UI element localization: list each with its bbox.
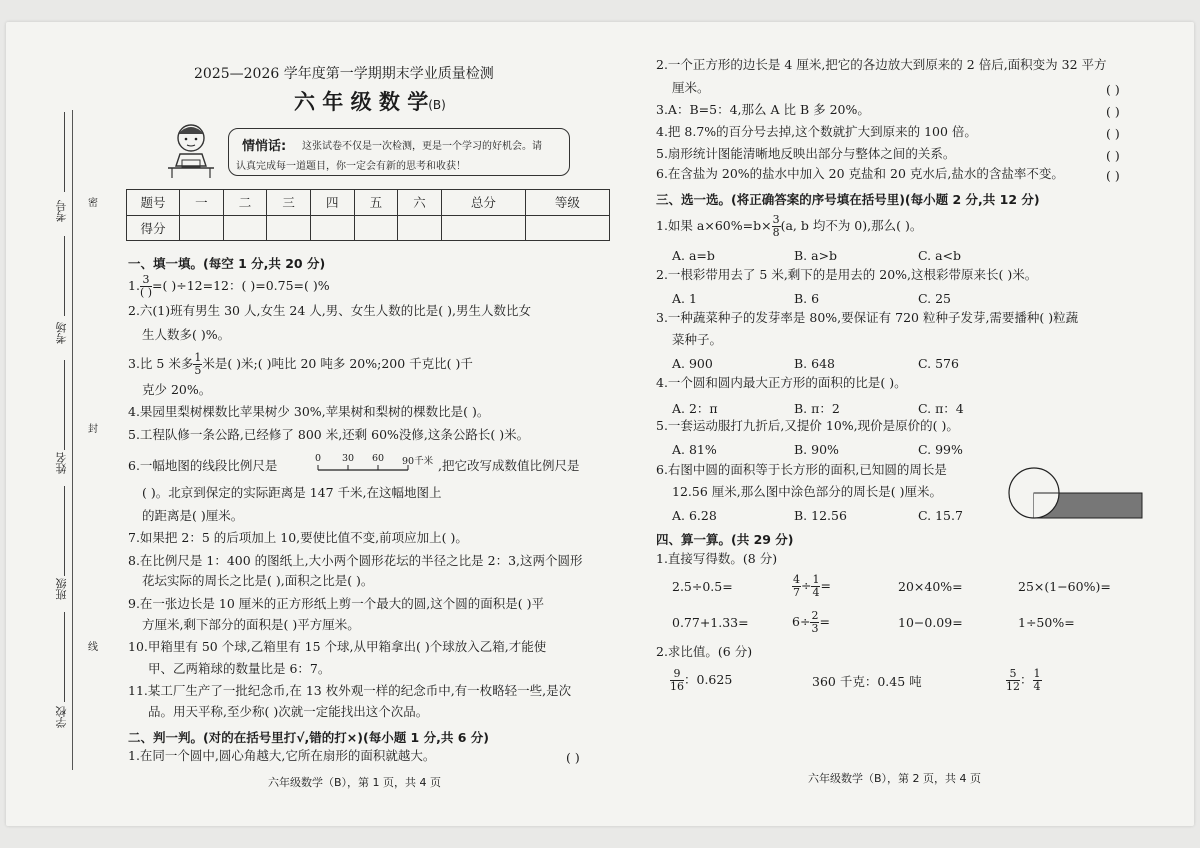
scale-tick-label: 30 <box>342 453 355 464</box>
calc-item: 0.77+1.33= <box>672 615 749 630</box>
fraction-denominator: 12 <box>1006 680 1020 694</box>
score-cell[interactable] <box>180 215 224 241</box>
s1-question-2-cont: 生人数多( )%。 <box>142 327 231 342</box>
ratio-item: 360 千克：0.45 吨 <box>812 674 922 689</box>
operator: ÷ <box>801 578 812 594</box>
s1-question-10-cont: 甲、乙两箱球的数量比是 6：7。 <box>148 661 331 676</box>
score-table <box>126 189 610 241</box>
answer-paren[interactable]: ( ) <box>1106 82 1120 97</box>
fraction <box>772 214 781 239</box>
s1-question-8-cont: 花坛实际的周长之比是( ),面积之比是( )。 <box>142 573 374 588</box>
fraction <box>140 274 152 299</box>
choice-question-5: 5.一套运动服打九折后,又提价 10%,现价是原价的( )。 <box>656 418 959 433</box>
fraction-numerator: 5 <box>1006 668 1020 681</box>
fraction-denominator: 5 <box>194 364 202 378</box>
scale-tick-label: 90千米 <box>402 456 434 467</box>
fraction <box>1006 668 1020 693</box>
binding-label-name: 姓名 <box>55 452 68 474</box>
subject-title: 六 年 级 数 学 <box>294 90 429 114</box>
question-text: 1.如果 a×60%=b× <box>656 218 772 234</box>
choice-option[interactable]: B. 90% <box>794 442 839 457</box>
choice-option[interactable]: A. 2：π <box>672 401 718 416</box>
binding-line <box>72 110 73 770</box>
answer-paren[interactable]: ( ) <box>566 750 580 765</box>
s1-question-3-cont: 克少 20%。 <box>142 382 212 397</box>
fraction-numerator: 3 <box>140 274 152 287</box>
score-header-cell: 五 <box>354 190 398 216</box>
fraction-denominator: 4 <box>812 586 820 600</box>
fraction-denominator: 8 <box>772 226 780 240</box>
choice-question-4: 4.一个圆和圆内最大正方形的面积的比是( )。 <box>656 375 907 390</box>
fraction-numerator: 1 <box>812 573 820 586</box>
answer-paren[interactable]: ( ) <box>1106 126 1120 141</box>
calc-item: 1÷50%= <box>1018 615 1075 630</box>
score-cell[interactable] <box>223 215 267 241</box>
fraction-numerator: 2 <box>811 609 819 622</box>
score-header-cell: 二 <box>223 190 267 216</box>
score-header-cell: 六 <box>398 190 442 216</box>
score-table-row <box>127 215 610 241</box>
s1-question-1 <box>128 274 330 299</box>
s1-question-10: 10.甲箱里有 50 个球,乙箱里有 15 个球,从甲箱拿出( )个球放入乙箱,才能使 <box>128 639 547 654</box>
judge-item-6: 6.在含盐为 20%的盐水中加入 20 克盐和 20 克水后,盐水的含盐率不变。 <box>656 166 1064 181</box>
subsection-title: 1.直接写得数。(8 分) <box>656 551 778 566</box>
fraction-denominator: 4 <box>1033 680 1041 694</box>
binding-mark-seal: 封 <box>88 424 98 435</box>
binding-mark-line: 线 <box>88 642 98 653</box>
calc-item <box>792 574 831 599</box>
student-illustration <box>160 118 222 180</box>
binding-label-exam-number: 考号 <box>55 200 68 222</box>
fraction-numerator: 1 <box>1033 667 1041 680</box>
calc-item: 10−0.09= <box>898 615 963 630</box>
subsection-title: 2.求比值。(6 分) <box>656 644 753 659</box>
choice-question-2: 2.一根彩带用去了 5 米,剩下的是用去的 20%,这根彩带原来长( )米。 <box>656 267 1038 282</box>
judge-item-5: 5.扇形统计图能清晰地反映出部分与整体之间的关系。 <box>656 146 956 161</box>
binding-label-exam-room: 考场 <box>55 322 68 344</box>
scale-tick-label: 60 <box>372 453 385 464</box>
scale-tick-label: 0 <box>315 453 322 464</box>
score-header-cell: 一 <box>180 190 224 216</box>
calc-item: 25×(1−60%)= <box>1018 579 1111 594</box>
choice-question-3-cont: 菜种子。 <box>672 332 723 347</box>
calc-item <box>792 610 830 635</box>
question-text: =( )÷12=12：( )=0.75=( )% <box>152 278 330 294</box>
score-header-cell: 等级 <box>525 190 609 216</box>
choice-option[interactable]: C. π：4 <box>918 401 964 416</box>
binding-mark-seal: 密 <box>88 198 98 209</box>
choice-option[interactable]: B. a>b <box>794 248 838 263</box>
choice-option[interactable]: B. 648 <box>794 356 835 371</box>
circle-rectangle-figure <box>1006 464 1146 522</box>
ratio-item <box>1006 668 1042 693</box>
fraction-denominator: ( ) <box>139 286 153 300</box>
fraction-denominator: 7 <box>793 586 800 600</box>
s1-question-8: 8.在比例尺是 1：400 的图纸上,大小两个圆形花坛的半径之比是 2：3,这两个圆形 <box>128 553 583 568</box>
score-header-cell: 总分 <box>441 190 525 216</box>
equals: = <box>819 614 830 630</box>
calc-item: 20×40%= <box>898 579 963 594</box>
choice-question-6: 6.右图中圆的面积等于长方形的面积,已知圆的周长是 <box>656 462 947 477</box>
score-cell[interactable] <box>310 215 354 241</box>
score-cell[interactable] <box>441 215 525 241</box>
s1-question-9: 9.在一张边长是 10 厘米的正方形纸上剪一个最大的圆,这个圆的面积是( )平 <box>128 596 544 611</box>
fraction <box>193 352 202 377</box>
fraction-numerator: 1 <box>194 351 202 364</box>
choice-option[interactable]: B. 12.56 <box>794 508 847 523</box>
answer-paren[interactable]: ( ) <box>1106 148 1120 163</box>
choice-question-1 <box>656 214 922 239</box>
fill-line <box>64 612 65 702</box>
answer-paren[interactable]: ( ) <box>1106 104 1120 119</box>
s1-question-9-cont: 方厘米,剩下部分的面积是( )平方厘米。 <box>142 617 360 632</box>
s1-question-6: 6.一幅地图的线段比例尺是 <box>128 458 278 473</box>
judge-item-2: 2.一个正方形的边长是 4 厘米,把它的各边放大到原来的 2 倍后,面积变为 32 平方 <box>656 57 1107 72</box>
s1-question-11: 11.某工厂生产了一批纪念币,在 13 枚外观一样的纪念币中,有一枚略轻一些,是次 <box>128 683 572 698</box>
tip-label: 情悄话: <box>242 139 287 154</box>
choice-option[interactable]: B. π：2 <box>794 401 840 416</box>
fraction <box>670 668 684 693</box>
s1-question-11-cont: 品。用天平称,至少称( )次就一定能找出这个次品。 <box>148 704 429 719</box>
fill-line <box>64 360 65 450</box>
fraction-numerator: 9 <box>670 668 684 681</box>
fill-line <box>64 236 65 316</box>
equals: = <box>820 578 831 594</box>
choice-question-3: 3.一种蔬菜种子的发芽率是 80%,要保证有 720 粒种子发芽,需要播种( )粒蔬 <box>656 310 1079 325</box>
tip-text: 认真完成每一道题目，你一定会有新的思考和收获！ <box>236 161 466 172</box>
choice-option[interactable]: A. 900 <box>672 356 713 371</box>
question-text: 米是( )米;( )吨比 20 吨多 20%;200 千克比( )千 <box>202 356 473 372</box>
s1-question-5: 5.工程队修一条公路,已经修了 800 米,还剩 60%没修,这条公路长( )米。 <box>128 427 530 442</box>
s1-question-4: 4.果园里梨树棵数比苹果树少 30%,苹果树和梨树的棵数比是( )。 <box>128 404 490 419</box>
score-cell[interactable] <box>267 215 311 241</box>
choice-question-6-cont: 12.56 厘米,那么图中涂色部分的周长是( )厘米。 <box>672 484 942 499</box>
section3-title: 三、选一选。(将正确答案的序号填在括号里)(每小题 2 分,共 12 分) <box>656 192 1040 207</box>
section2-title: 二、判一判。(对的在括号里打√,错的打×)(每小题 1 分,共 6 分) <box>128 730 489 745</box>
choice-option[interactable]: A. 81% <box>672 442 717 457</box>
answer-paren[interactable]: ( ) <box>1106 168 1120 183</box>
score-cell[interactable] <box>525 215 609 241</box>
question-text: 3.比 5 米多 <box>128 356 194 372</box>
judge-item-4: 4.把 8.7%的百分号去掉,这个数就扩大到原来的 100 倍。 <box>656 124 977 139</box>
choice-option[interactable]: A. 6.28 <box>672 508 717 523</box>
calc-item: 2.5÷0.5= <box>672 579 733 594</box>
fraction <box>792 574 801 599</box>
page-title <box>294 86 446 116</box>
section4-title: 四、算一算。(共 29 分) <box>656 532 794 547</box>
operator: 6÷ <box>792 614 811 630</box>
page-footer-left: 六年级数学（B），第 1 页，共 4 页 <box>268 776 442 789</box>
fill-line <box>64 112 65 192</box>
tip-text: 这张试卷不仅是一次检测，更是一个学习的好机会。请 <box>302 141 542 152</box>
binding-label-class: 班级 <box>55 578 68 600</box>
s1-question-2: 2.六(1)班有男生 30 人,女生 24 人,男、女生人数的比是( ),男生人数比女 <box>128 303 531 318</box>
judge-item-3: 3.A：B=5：4,那么 A 比 B 多 20%。 <box>656 102 870 117</box>
score-header-cell: 题号 <box>127 190 180 216</box>
question-text: (a, b 均不为 0),那么( )。 <box>780 218 923 234</box>
question-number: 1. <box>128 278 140 294</box>
fraction-numerator: 4 <box>793 573 800 586</box>
choice-option[interactable]: C. 99% <box>918 442 963 457</box>
judge-item-2-cont: 厘米。 <box>672 80 710 95</box>
choice-option[interactable]: A. 1 <box>672 291 697 306</box>
fraction-denominator: 16 <box>670 680 684 694</box>
s1-question-6-cont: ( )。北京到保定的实际距离是 147 千米,在这幅地图上 <box>142 485 442 500</box>
score-cell[interactable] <box>398 215 442 241</box>
s1-question-6-text: ,把它改写成数值比例尺是 <box>438 458 580 473</box>
choice-option[interactable]: C. a<b <box>918 248 961 263</box>
choice-option[interactable]: A. a=b <box>672 248 715 263</box>
score-table-header-row <box>127 190 610 216</box>
ratio-sep: ： <box>1020 672 1033 688</box>
choice-option[interactable]: B. 6 <box>794 291 820 306</box>
score-header-cell: 四 <box>310 190 354 216</box>
s1-question-6-cont: 的距离是( )厘米。 <box>142 508 244 523</box>
ratio-text: ：0.625 <box>684 672 733 688</box>
s1-question-3 <box>128 352 473 377</box>
page-footer-right: 六年级数学（B），第 2 页，共 4 页 <box>808 772 982 785</box>
score-row-label: 得分 <box>127 215 180 241</box>
fraction-numerator: 3 <box>772 213 780 226</box>
s1-question-7: 7.如果把 2：5 的后项加上 10,要使比值不变,前项应加上( )。 <box>128 530 468 545</box>
judge-item-1: 1.在同一个圆中,圆心角越大,它所在扇形的面积就越大。 <box>128 748 436 763</box>
exam-title: 2025—2026 学年度第一学期期末学业质量检测 <box>194 66 494 82</box>
fraction <box>1033 668 1042 693</box>
choice-option[interactable]: C. 15.7 <box>918 508 963 523</box>
section1-title: 一、填一填。(每空 1 分,共 20 分) <box>128 256 326 271</box>
version-label: (B) <box>428 98 446 112</box>
score-header-cell: 三 <box>267 190 311 216</box>
fill-line <box>64 486 65 576</box>
choice-option[interactable]: C. 576 <box>918 356 959 371</box>
binding-label-school: 学校 <box>55 706 68 728</box>
ratio-item <box>670 668 732 693</box>
score-cell[interactable] <box>354 215 398 241</box>
choice-option[interactable]: C. 25 <box>918 291 951 306</box>
fraction-denominator: 3 <box>811 622 819 636</box>
